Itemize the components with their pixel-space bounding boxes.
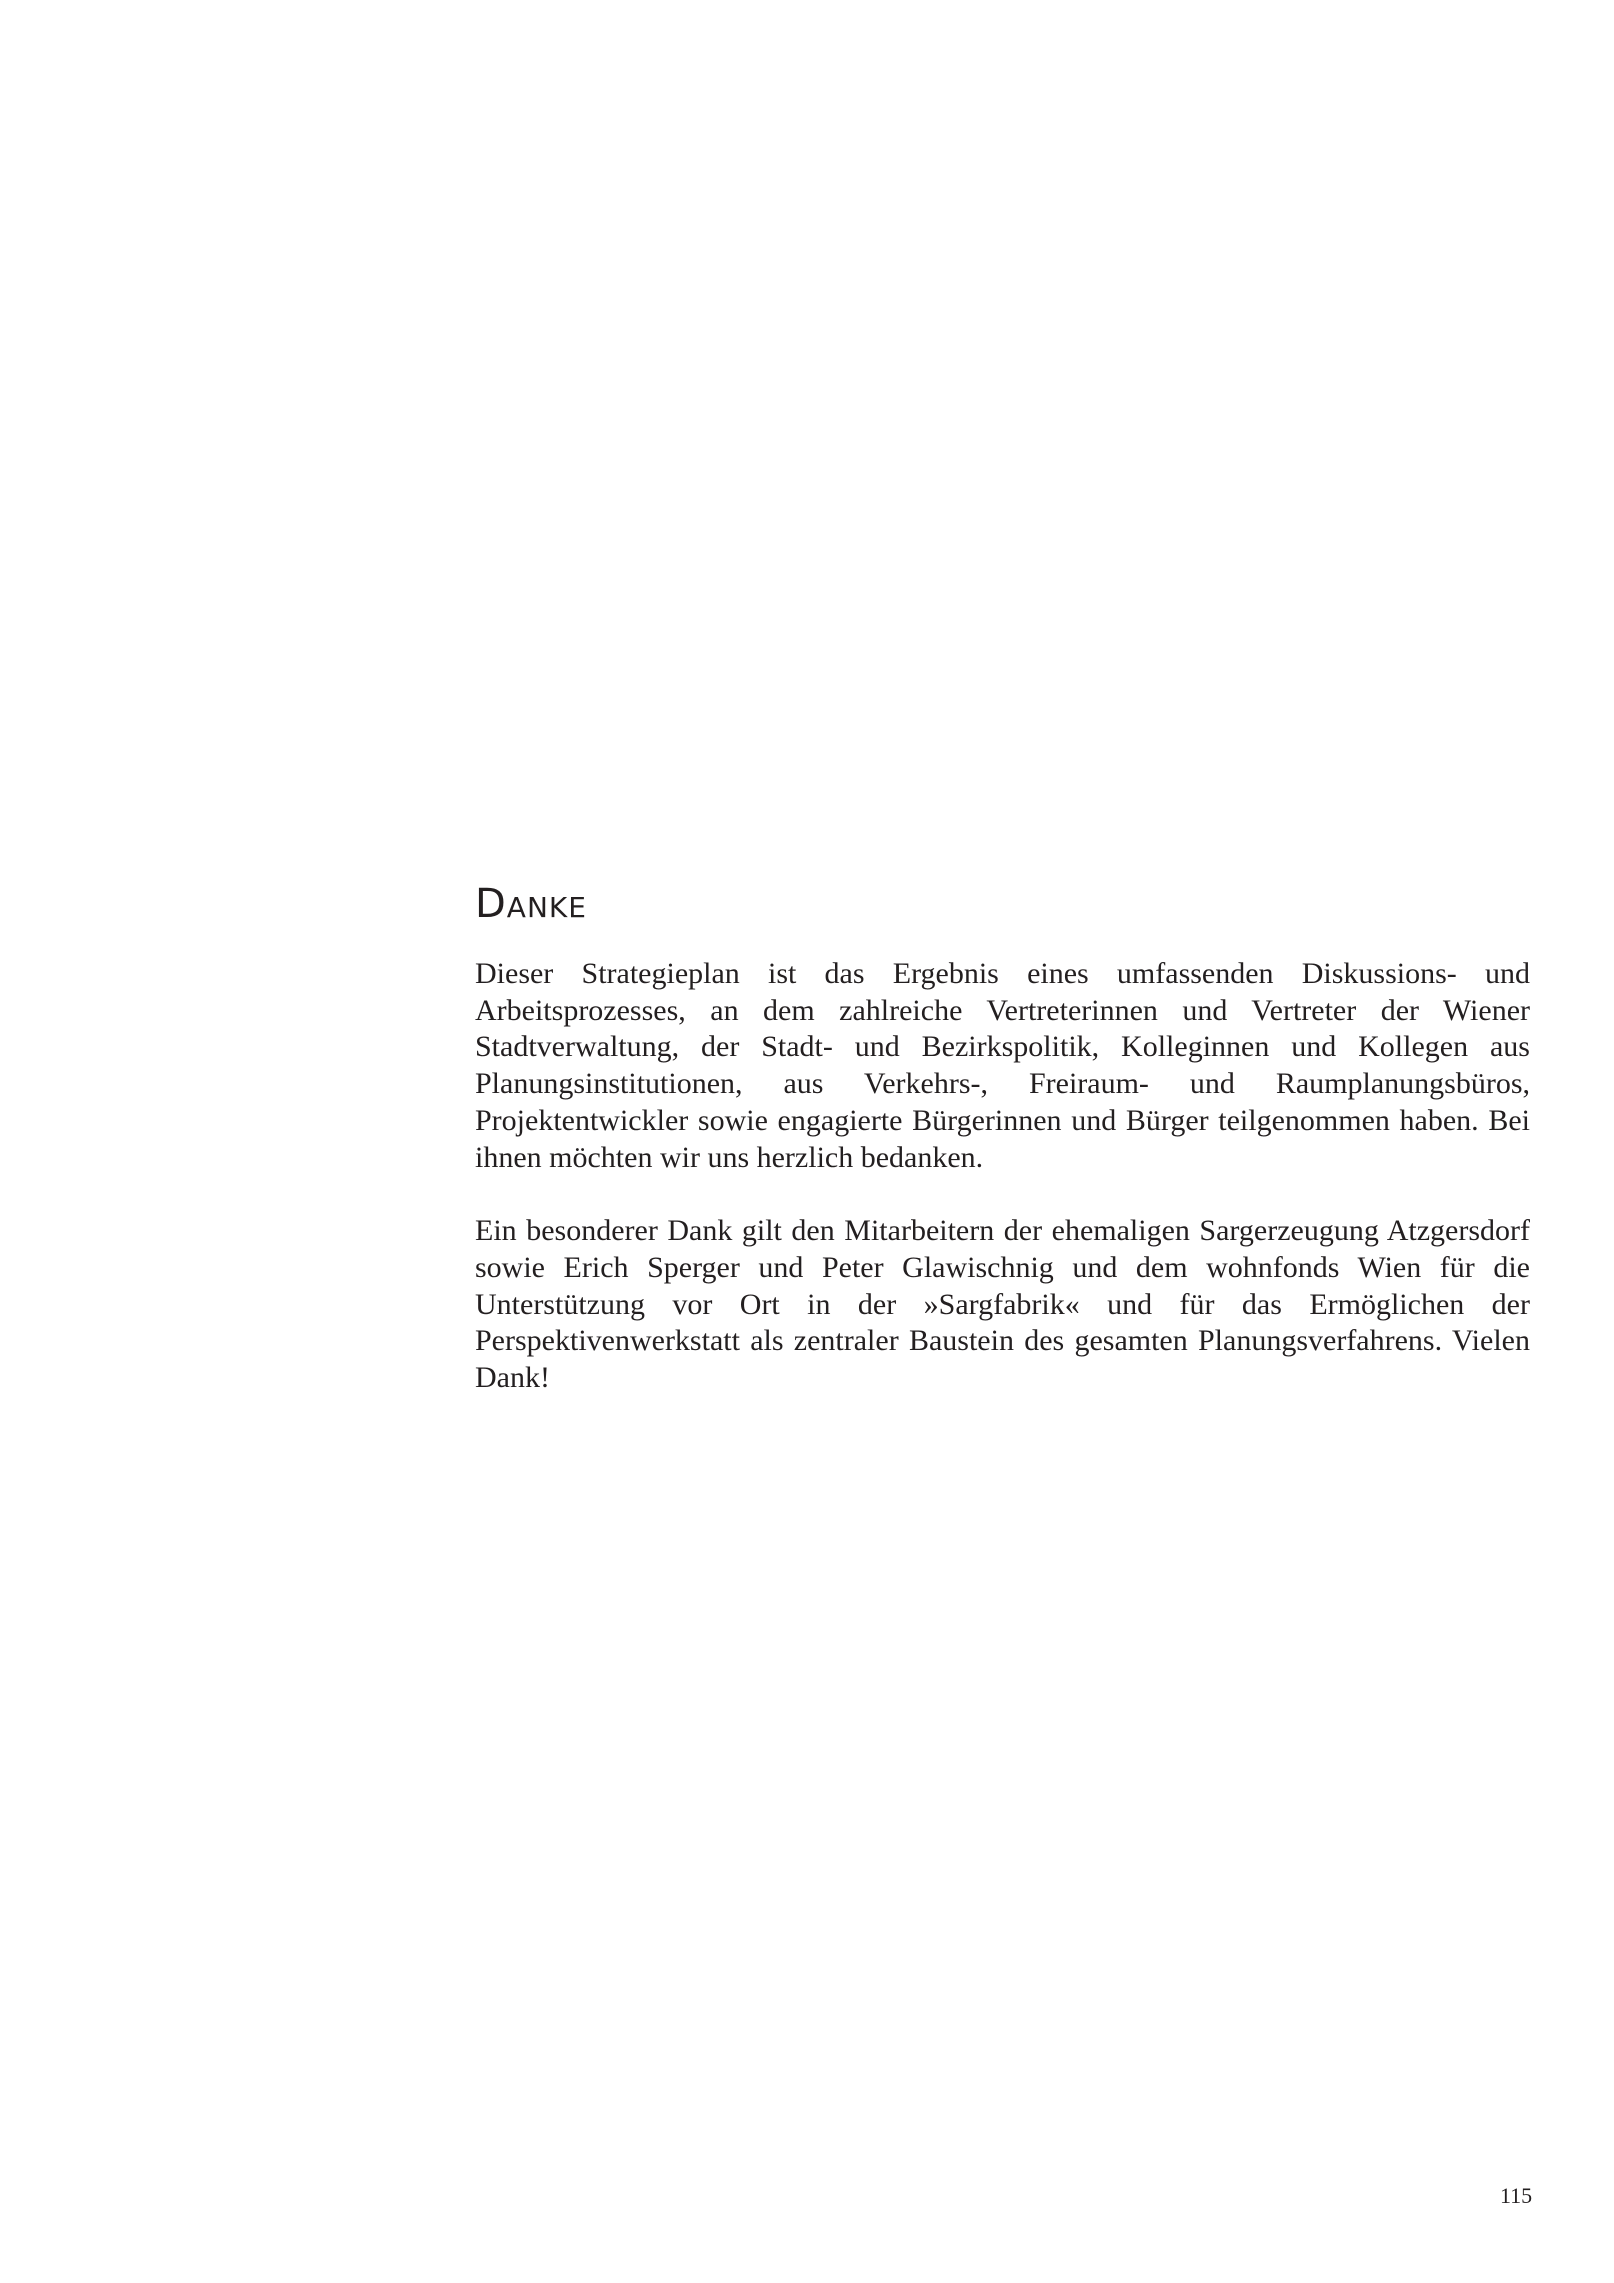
paragraph-1: Dieser Strategieplan ist das Ergebnis eines umfassenden Diskussions- und Arbeitsprozesses, an dem zahlreiche Vertreterinnen und Vertreter der Wiener Stadtverwaltung, der Stadt- und Bezirkspolitik, Kolleginnen und Kollegen aus Planungsinstitutionen, aus Verkehrs-, Freiraum- und Raumplanungsbüros, Projektentwickler sowie engagierte Bürgerinnen und Bürger teilgenommen haben. Bei ihnen möchten wir uns herzlich bedanken. [475,957,1530,1174]
acknowledgements-section [475,880,1530,1397]
paragraph-2: Ein besonderer Dank gilt den Mitarbeitern der ehemaligen Sargerzeugung Atzgersdorf sowie Erich Sperger und Peter Glawischnig und dem wohnfonds Wien für die Unterstützung vor Ort in der »Sargfabrik« und für das Ermöglichen der Perspektivenwerkstatt als zentraler Baustein des gesamten Planungsverfahrens. Vielen Dank! [475,1214,1530,1395]
page-number: 115 [1500,2183,1533,2208]
section-heading: Danke [475,881,587,927]
